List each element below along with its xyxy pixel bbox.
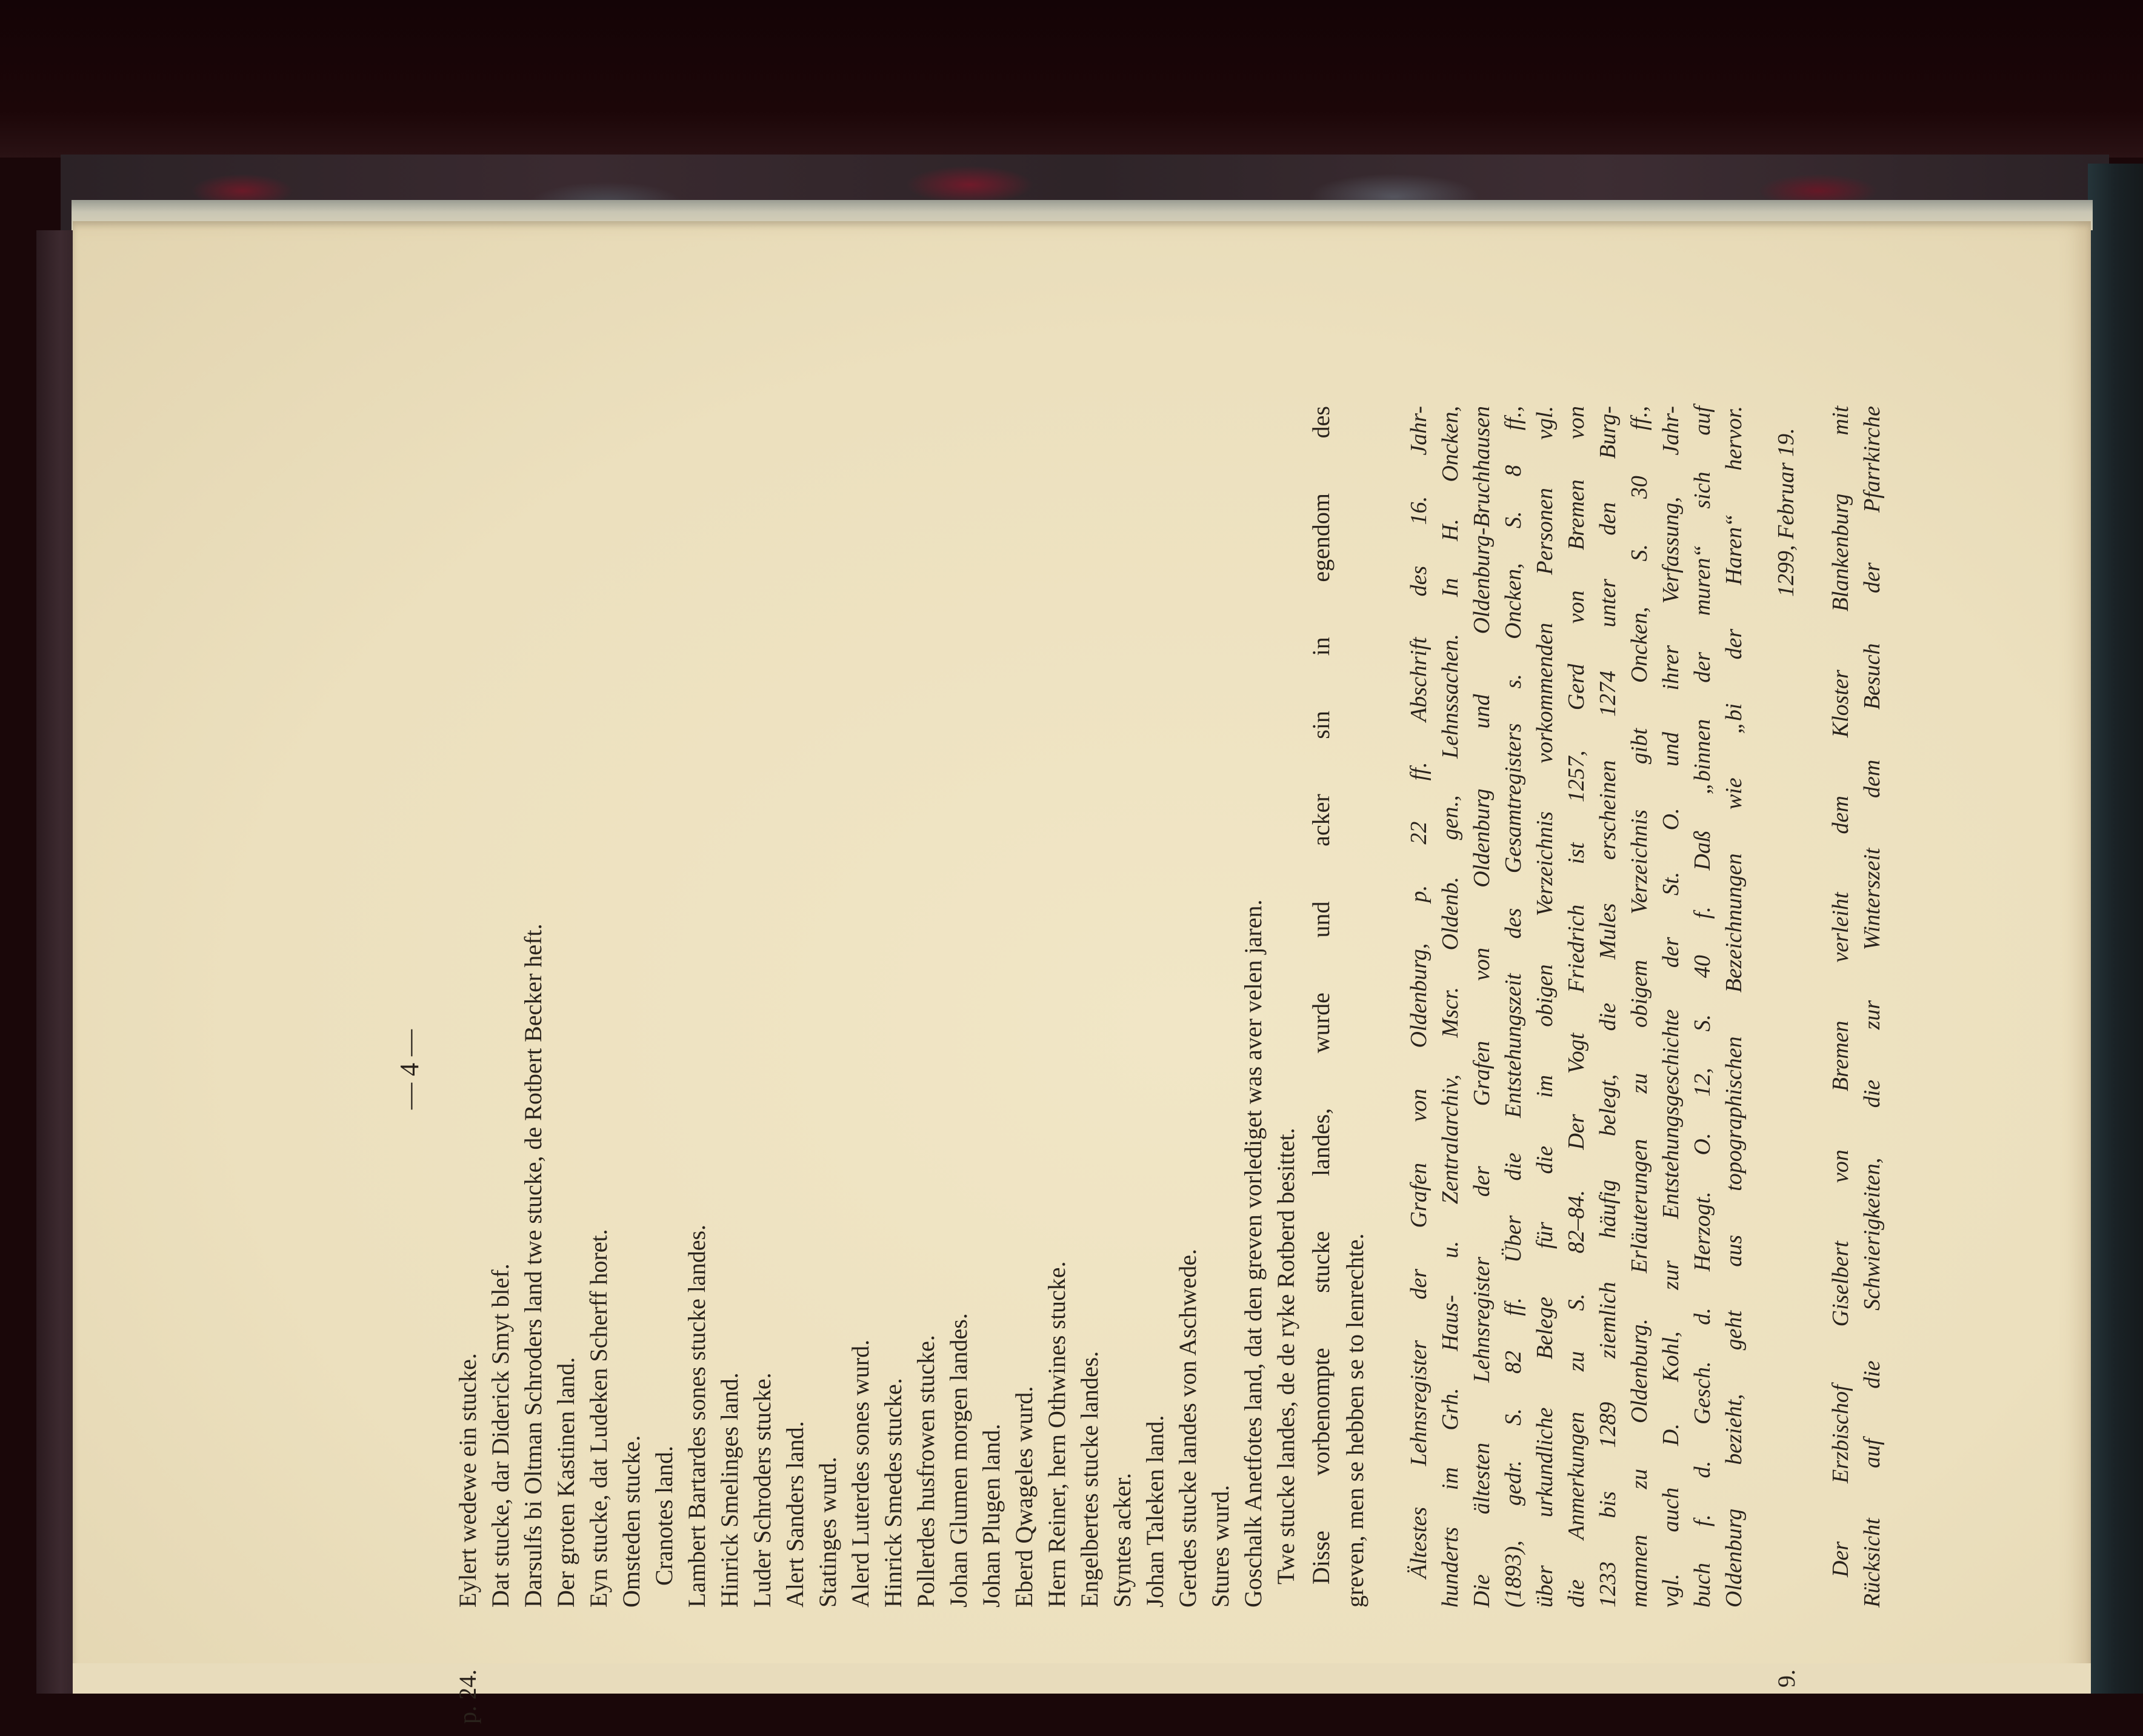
note-line: buch f. d. Gesch. d. Herzogt. O. 12, S. 40 f. Daß „binnen der muren“ sich auf — [1690, 406, 1715, 1608]
list-item: Stures wurd. — [1207, 1485, 1234, 1608]
note-line: vgl. auch D. Kohl, zur Entstehungsgeschichte der St. O. und ihrer Verfassung, Jahr- — [1658, 406, 1684, 1608]
paragraph-line: Disse vorbenompte stucke landes, wurde und acker sin in egendom des — [1307, 406, 1335, 1585]
note-line: Oldenburg bezieht, geht aus topographischen Bezeichnungen wie „bi der Haren“ hervor. — [1721, 406, 1747, 1608]
list-item: Johan Glumen morgen landes. — [945, 1313, 972, 1608]
list-item: Der groten Kastinen land. — [552, 1357, 579, 1608]
summary-line: Der Erzbischof Giselbert von Bremen verleiht dem Kloster Blankenburg mit — [1828, 406, 1853, 1577]
list-item: Eyn stucke, dat Ludeken Scherff horet. — [585, 1229, 612, 1608]
list-item: Cranotes land. — [650, 1445, 678, 1586]
background-top — [0, 0, 2143, 158]
note-line: mannen zu Oldenburg. Erläuterungen zu obigem Verzeichnis gibt Oncken, S. 30 ff., — [1627, 406, 1652, 1608]
list-item: Alerd Luterdes sones wurd. — [847, 1339, 874, 1608]
list-item: Goschalk Anetfotes land, dat den greven vorlediget was aver velen jaren. — [1239, 899, 1267, 1608]
summary-line: Rücksicht auf die Schwierigkeiten, die zur Winterszeit dem Besuch der Pfarrkirche — [1859, 406, 1885, 1608]
list-item: Alert Sanders land. — [781, 1421, 808, 1608]
rotated-text-block — [364, 403, 2000, 1736]
note-line: 1233 bis 1289 ziemlich häufig belegt, die Mules erscheinen 1274 unter den Burg- — [1595, 406, 1621, 1608]
paragraph-line: greven, men se hebben se to lenrechte. — [1341, 1233, 1368, 1608]
list-item: Johan Taleken land. — [1141, 1415, 1168, 1608]
list-item: Hinrick Smelinges land. — [716, 1372, 743, 1608]
document-date: 1299, Februar 19. — [1773, 428, 1799, 597]
list-item: Luder Schroders stucke. — [748, 1372, 776, 1608]
list-item: Gerdes stucke landes von Aschwede. — [1174, 1248, 1201, 1608]
list-item: Darsulfs bi Oltman Schroders land twe stucke, de Rotbert Becker heft. — [519, 923, 547, 1608]
list-item: Johan Plugen land. — [978, 1423, 1005, 1608]
list-item: Eberd Qwageles wurd. — [1010, 1386, 1038, 1608]
note-line: die Anmerkungen zu S. 82–84. Der Vogt Friedrich ist 1257, Gerd von Bremen von — [1564, 406, 1589, 1608]
margin-reference: p. 24. — [454, 1669, 481, 1724]
list-item: Hinrick Smedes stucke. — [879, 1378, 907, 1608]
list-item: Omsteden stucke. — [618, 1435, 645, 1608]
book-cover-right — [2088, 164, 2143, 1694]
list-item: Pollerdes husfrowen stucke. — [912, 1335, 939, 1608]
list-item: Statinges wurd. — [814, 1457, 841, 1608]
page-number: — 4 — — [395, 1029, 424, 1109]
list-item: Twe stucke landes, de de ryke Rotberd besittet. — [1272, 1128, 1299, 1585]
list-item: Eylert wedewe ein stucke. — [454, 1353, 481, 1608]
document-number: 9. — [1773, 1669, 1800, 1688]
note-line: Die ältesten Lehnsregister der Grafen von Oldenburg und Oldenburg-Bruchhausen — [1469, 406, 1495, 1608]
list-item: Hern Reiner, hern Othwines stucke. — [1043, 1261, 1070, 1608]
list-item: Lambert Bartardes sones stucke landes. — [683, 1224, 710, 1608]
list-item: Dat stucke, dar Diderick Smyt blef. — [487, 1263, 514, 1608]
list-item: Styntes acker. — [1108, 1472, 1136, 1608]
note-line: (1893), gedr. S. 82 ff. Über die Entstehungszeit des Gesamtregisters s. Oncken, S. 8 ff., — [1501, 406, 1526, 1608]
note-line: hunderts im Grh. Haus- u. Zentralarchiv, Mscr. Oldenb. gen., Lehnssachen. In H. Oncken, — [1438, 406, 1463, 1608]
note-line: Ältestes Lehnsregister der Grafen von Oldenburg, p. 22 ff. Abschrift des 16. Jahr- — [1406, 406, 1431, 1578]
note-line: über urkundliche Belege für die im obigen Verzeichnis vorkommenden Personen vgl. — [1532, 406, 1558, 1608]
list-item: Engelbertes stucke landes. — [1076, 1351, 1103, 1608]
